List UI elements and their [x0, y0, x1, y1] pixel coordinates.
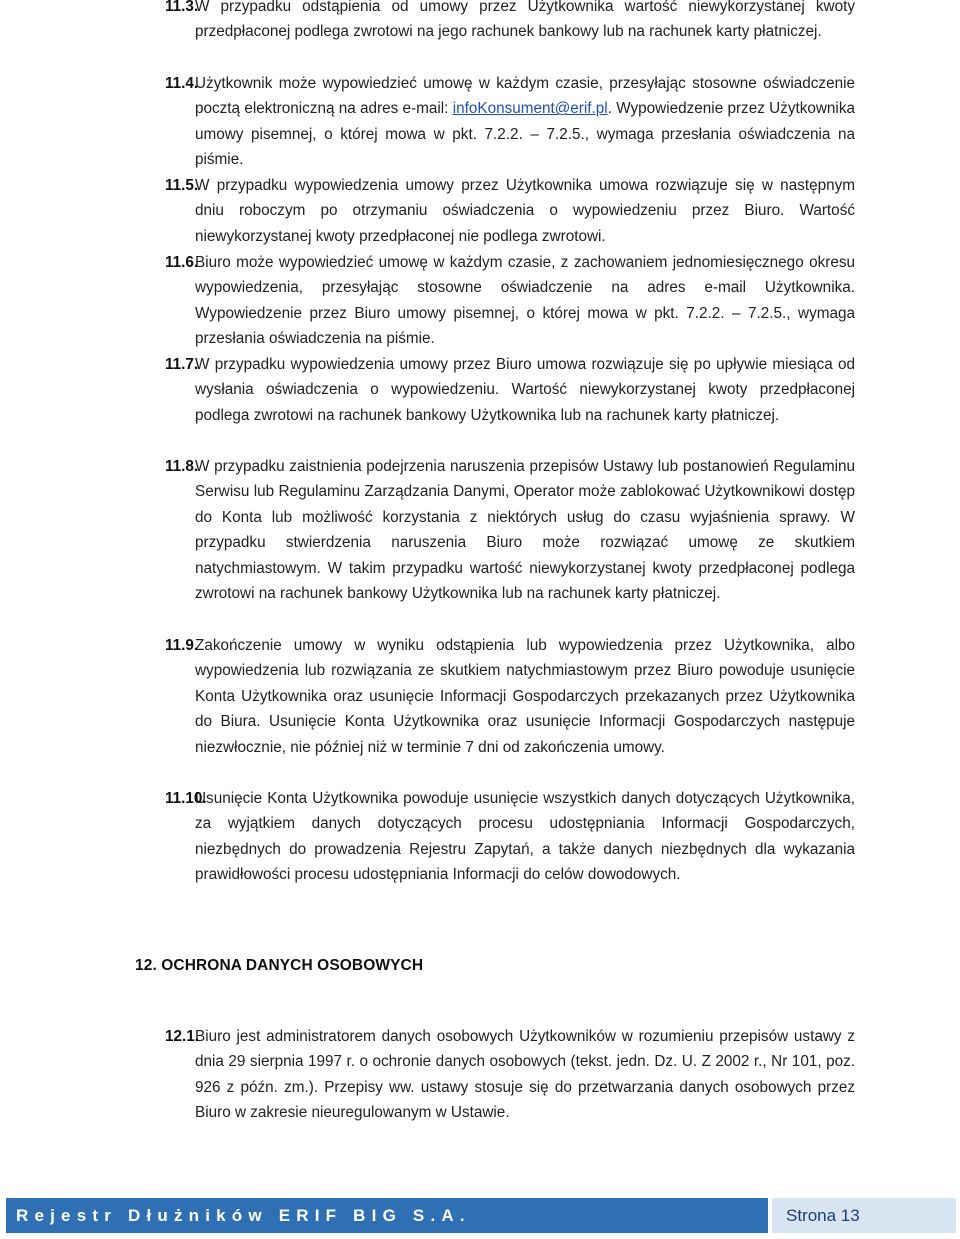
clause-text: Biuro jest administratorem danych osobowych Użytkowników w rozumieniu przepisów ustawy z dnia 29 sierpnia 1997 r. o ochronie danych osobowych (tekst. jedn. Dz. U. Z 2002 r., Nr 101, poz. 926 z późn. zm.). Przepisy ww. ustawy stosuje się do przetwarzania danych osobowych przez Biuro w zakresie nieuregulowanym w Ustawie. [195, 1028, 855, 1122]
clause-text: W przypadku wypowiedzenia umowy przez Biuro umowa rozwiązuje się po upływie miesiąca od wysłania oświadczenia o wypowiedzeniu. Wartość niewykorzystanej kwoty przedpłaconej podlega zwrotowi na rachunek bankowy Użytkownika lub na rachunek karty płatniczej. [195, 356, 855, 424]
clause-11-6 [165, 250, 855, 352]
clause-number: 11.7. [165, 356, 199, 373]
clause-11-5 [165, 173, 855, 249]
clause-number: 12.1. [165, 1028, 200, 1045]
clause-number: 11.4. [165, 75, 199, 92]
clause-11-4 [165, 71, 855, 173]
clause-text: Biuro może wypowiedzieć umowę w każdym czasie, z zachowaniem jednomiesięcznego okresu wypowiedzenia, przesyłając stosowne oświadczenie na adres e-mail Użytkownika. Wypowiedzenie przez Biuro umowy pisemnej, o której mowa w pkt. 7.2.2. – 7.2.5., wymaga przesłania oświadczenia na piśmie. [195, 254, 855, 348]
clause-number: 11.10. [165, 790, 207, 807]
clause-11-10 [165, 786, 855, 888]
clause-11-8 [165, 454, 855, 606]
clause-number: 11.6. [165, 254, 199, 271]
clause-text: W przypadku odstąpienia od umowy przez Użytkownika wartość niewykorzystanej kwoty przedpłaconej podlega zwrotowi na jego rachunek bankowy lub na rachunek karty płatniczej. [195, 0, 855, 41]
clause-text-post: . Wypowiedzenie przez Użytkownika umowy pisemnej, o której mowa w pkt. 7.2.2. – 7.2.5., wymaga przesłania oświadczenia na piśmie. [195, 100, 855, 169]
clause-text [195, 71, 855, 173]
clause-number: 11.9. [165, 637, 199, 654]
clause-number: 11.5. [165, 177, 199, 194]
clause-text: W przypadku wypowiedzenia umowy przez Użytkownika umowa rozwiązuje się w następnym dniu roboczym po otrzymaniu oświadczenia o wypowiedzeniu przez Biuro. Wartość niewykorzystanej kwoty przedpłaconej nie podlega zwrotowi. [195, 177, 855, 245]
clause-text: W przypadku zaistnienia podejrzenia naruszenia przepisów Ustawy lub postanowień Regulaminu Serwisu lub Regulaminu Zarządzania Danymi, Operator może zablokować Użytkownikowi dostęp do Konta lub możliwość korzystania z niektórych usług do czasu wyjaśnienia sprawy. W przypadku stwierdzenia naruszenia Biuro może rozwiązać umowę ze skutkiem natychmiastowym. W takim przypadku wartość niewykorzystanej kwoty przedpłaconej podlega zwrotowi na rachunek bankowy Użytkownika lub na rachunek karty płatniczej. [195, 458, 855, 603]
clause-11-9 [165, 633, 855, 760]
clause-text: Zakończenie umowy w wyniku odstąpienia lub wypowiedzenia przez Użytkownika, albo wypowiedzenia lub rozwiązania ze skutkiem natychmiastowym przez Biuro powoduje usunięcie Konta Użytkownika oraz usunięcie Informacji Gospodarczych przekazanych przez Użytkownika do Biura. Usunięcie Konta Użytkownika oraz usunięcie Informacji Gospodarczych następuje niezwłocznie, nie później niż w terminie 7 dni od zakończenia umowy. [195, 637, 855, 756]
section-heading: 12. OCHRONA DANYCH OSOBOWYCH [135, 957, 424, 974]
email-link[interactable]: infoKonsument@erif.pl [452, 100, 608, 118]
clause-11-3 [165, 0, 855, 45]
page-footer [6, 1198, 956, 1233]
clause-number: 11.3. [165, 0, 199, 15]
clause-11-7 [165, 352, 855, 428]
clause-text-pre: Użytkownik może wypowiedzieć umowę w każdym czasie, przesyłając stosowne oświadczenie pocztą elektroniczną na adres e-mail: [195, 75, 855, 118]
footer-brand: Rejestr Dłużników ERIF BIG S.A. [6, 1198, 768, 1233]
footer-page-number: Strona 13 [772, 1198, 956, 1233]
clause-text: Usunięcie Konta Użytkownika powoduje usunięcie wszystkich danych dotyczących Użytkownika, za wyjątkiem danych dotyczących procesu udostępniania Informacji Gospodarczych, niezbędnych do prowadzenia Rejestru Zapytań, a także danych niezbędnych dla wykazania prawidłowości procesu udostępniania Informacji do celów dowodowych. [195, 790, 855, 884]
clause-number: 11.8. [165, 458, 199, 475]
clause-12-1 [165, 1024, 855, 1126]
